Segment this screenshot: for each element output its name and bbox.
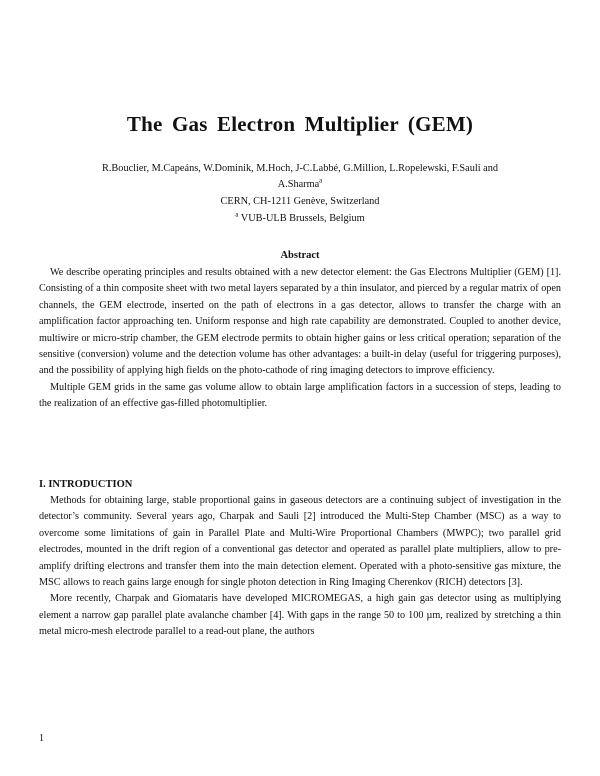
affiliation-text: VUB-ULB Brussels, Belgium <box>238 213 365 224</box>
abstract-paragraph: Multiple GEM grids in the same gas volume allow to obtain large amplification factors in a succession of steps, leading to the realization of an effective gas-filled photomultiplier. <box>39 381 561 410</box>
introduction-body <box>39 493 561 641</box>
affiliation-marker: a <box>235 210 239 219</box>
abstract-body <box>39 265 561 413</box>
abstract-heading: Abstract <box>280 250 320 261</box>
introduction-paragraph: Methods for obtaining large, stable proportional gains in gaseous detectors are a continuing subject of investigation in the detector’s community. Several years ago, Charpak and Sauli [2] introduced the Multi-Step Chamber (MSC) as a way to overcome some limitations of gain in Parallel Plate and Multi-Wire Proportional Chambers (MWPC); two parallel grid electrodes, mounted in the drift region of a conventional gas detector and operated as parallel plate multipliers, allow to pre-amplify drifting electrons and transfer them into the main detection element. Operated with a photo-sensitive gas mixture, the MSC allows to reach gains large enough for single photon detection in Ring Imaging Cherenkov (RICH) detectors [3]. <box>39 495 561 589</box>
section-heading-introduction: I. INTRODUCTION <box>39 479 133 490</box>
page-number: 1 <box>39 733 44 744</box>
paper-title: The Gas Electron Multiplier (GEM) <box>126 112 474 136</box>
introduction-paragraph: More recently, Charpak and Giomataris have developed MICROMEGAS, a high gain gas detector using as multiplying element a narrow gap parallel plate avalanche chamber [4]. With gaps in the range 50 to 100 µm, realized by stretching a thin metal micro-mesh electrode parallel to a read-out plane, the authors <box>39 593 561 638</box>
affiliation-marker: a <box>319 176 323 185</box>
author-line-1: R.Bouclier, M.Capeáns, W.Dominik, M.Hoch, J-C.Labbé, G.Million, L.Ropelewski, F.Sauli and <box>101 163 499 174</box>
affiliation-primary: CERN, CH-1211 Genève, Switzerland <box>220 196 380 207</box>
author-name: A.Sharma <box>277 179 320 190</box>
author-list <box>30 161 570 193</box>
affiliation-secondary <box>0 210 600 224</box>
author-line-2 <box>30 177 570 193</box>
abstract-paragraph: We describe operating principles and results obtained with a new detector element: the Gas Electrons Multiplier (GEM) [1]. Consisting of a thin composite sheet with two metal layers separated by a thin insulator, and pierced by a regular matrix of open channels, the GEM electrode, inserted on the path of electrons in a gas detector, allows to transfer the charge with an amplification factor approaching ten. Uniform response and high rate capability are demonstrated. Coupled to another device, multiwire or micro-strip chamber, the GEM electrode permits to obtain higher gains or less critical operation; separation of the sensitive (conversion) volume and the detection volume has other advantages: a built-in delay (useful for triggering purposes), and the possibility of applying high fields on the photo-cathode of ring imaging detectors to improve efficiency. <box>39 267 561 377</box>
